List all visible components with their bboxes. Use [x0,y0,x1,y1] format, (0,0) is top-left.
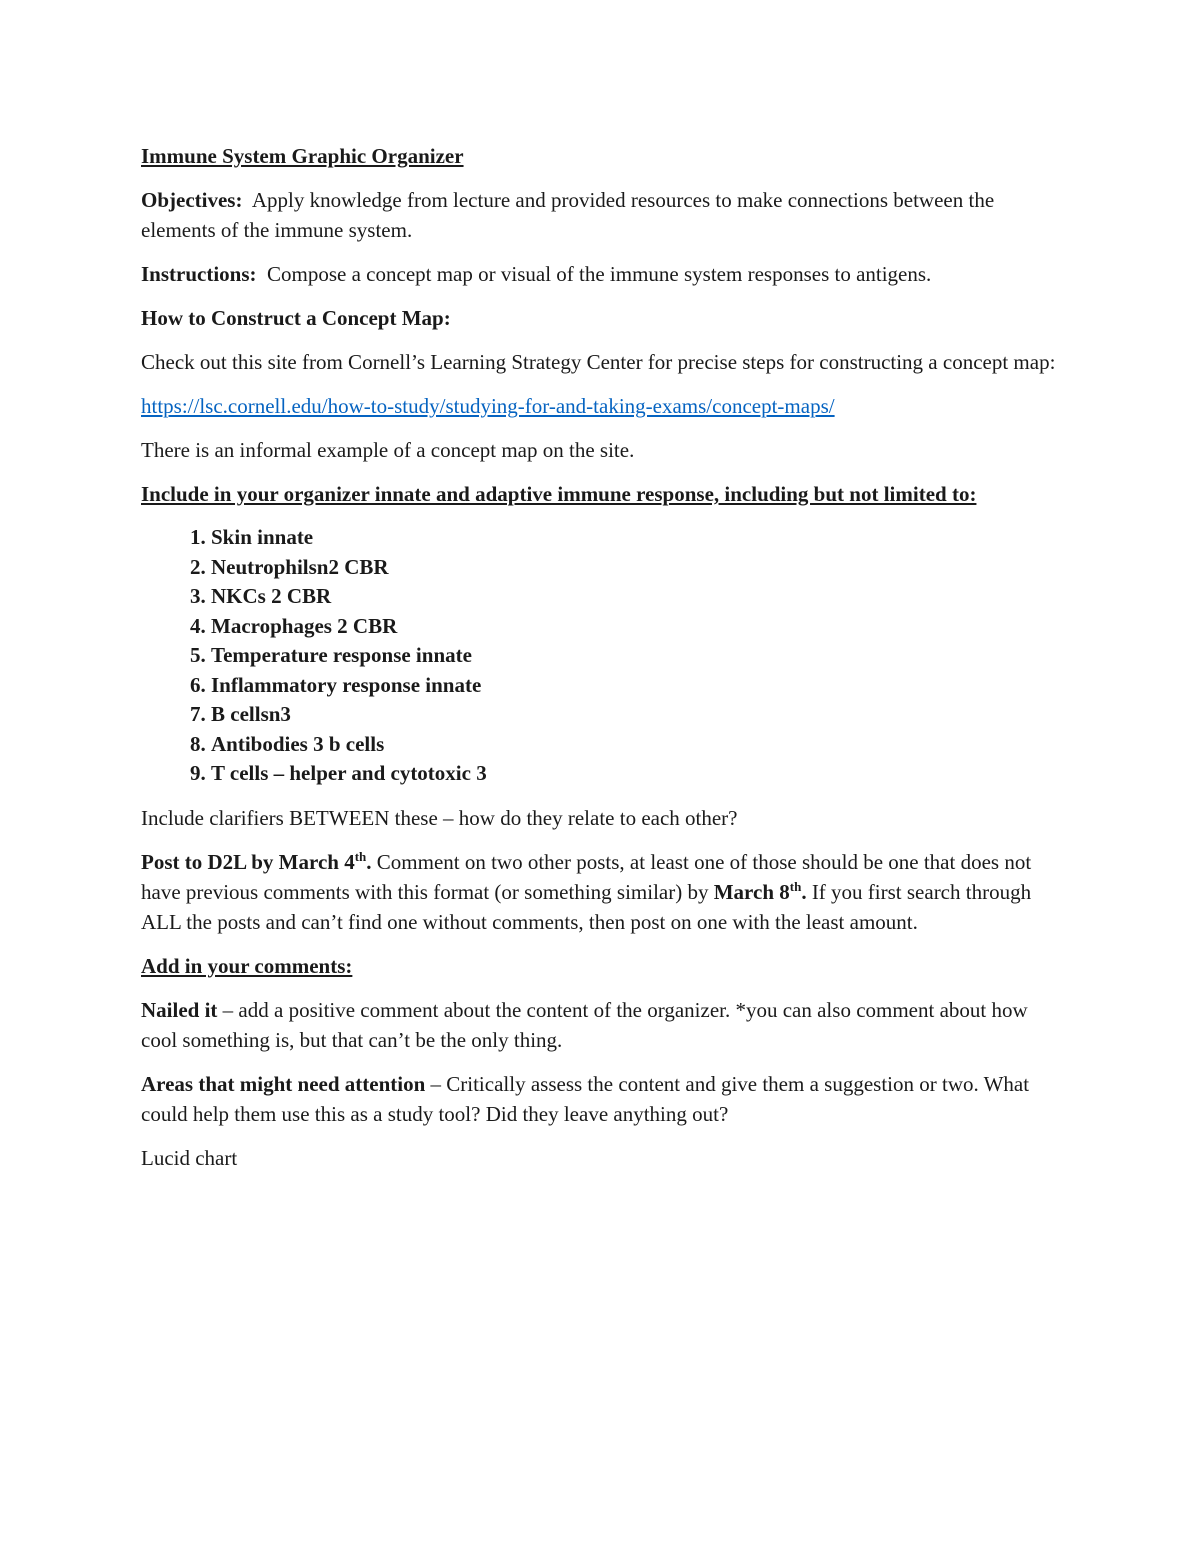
list-item: 4. Macrophages 2 CBR [211,612,1066,642]
howto-heading: How to Construct a Concept Map: [141,306,451,330]
list-item: 3. NKCs 2 CBR [211,582,1066,612]
document-page [141,141,1066,1187]
nailed-text: – add a positive comment about the content of the organizer. *you can also comment about how cool something is, but that can’t be the only thing. [141,997,1028,1052]
link-paragraph [141,391,1066,421]
objectives-text: Apply knowledge from lecture and provided resources to make connections between the elements of the immune system. [141,188,995,242]
areas-text: – Critically assess the content and give them a suggestion or two. What could help them use this as a study tool? Did they leave anything out? [141,1071,1030,1126]
instructions-label: Instructions: [141,262,257,286]
list-item: 9. T cells – helper and cytotoxic 3 [211,759,1066,789]
post-deadline-1 [141,850,372,874]
post-text-2: If you first search through ALL the posts and can’t find one without comments, then post on one with the least amount. [141,879,1032,934]
clarifiers-paragraph: Include clarifiers BETWEEN these – how do they relate to each other? [141,805,738,830]
objectives-label: Objectives: [141,188,243,212]
check-paragraph: Check out this site from Cornell’s Learning Strategy Center for precise steps for constructing a concept map: [141,350,1056,374]
list-item: 2. Neutrophilsn2 CBR [211,553,1066,583]
list-item: 7. B cellsn3 [211,700,1066,730]
concept-maps-link[interactable]: https://lsc.cornell.edu/how-to-study/studying-for-and-taking-exams/concept-maps/ [141,394,835,418]
document-title: Immune System Graphic Organizer [141,144,464,168]
instructions-paragraph [141,259,1066,289]
post-deadline-2-text: March 8 [713,879,790,904]
list-item: 5. Temperature response innate [211,641,1066,671]
topics-list [141,523,1066,789]
post-deadline-1-sup: th [354,848,367,864]
list-item: 8. Antibodies 3 b cells [211,730,1066,760]
post-deadline-1-text: Post to D2L by March 4 [141,849,355,874]
areas-paragraph [141,1069,1066,1129]
post-deadline-2-end: . [801,879,807,904]
comments-heading: Add in your comments: [141,953,353,978]
post-text-1: Comment on two other posts, at least one of those should be one that does not have previous comments with this format (or something similar) by [141,849,1032,904]
post-deadline-2 [714,880,807,904]
nailed-paragraph [141,995,1066,1055]
instructions-text: Compose a concept map or visual of the immune system responses to antigens. [267,262,932,286]
post-deadline-2-sup: th [789,878,802,894]
post-paragraph [141,847,1066,937]
lucid-paragraph: Lucid chart [141,1145,238,1170]
list-item: 1. Skin innate [211,523,1066,553]
include-heading: Include in your organizer innate and adaptive immune response, including but not limited to: [141,482,977,506]
areas-label: Areas that might need attention [141,1071,426,1096]
post-deadline-1-end: . [366,849,372,874]
nailed-label: Nailed it [141,997,218,1022]
objectives-paragraph [141,185,1066,245]
example-paragraph: There is an informal example of a concept map on the site. [141,438,635,462]
list-item: 6. Inflammatory response innate [211,671,1066,701]
